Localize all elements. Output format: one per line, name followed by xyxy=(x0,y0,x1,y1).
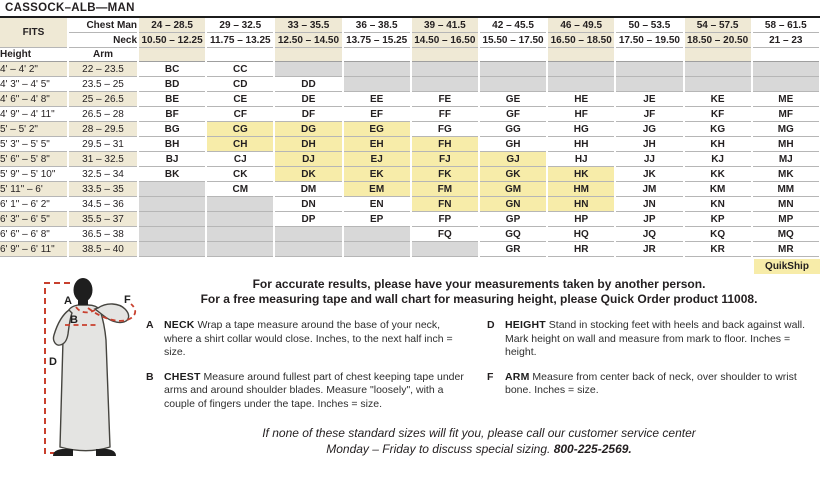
size-code-cell: BD xyxy=(138,77,206,92)
size-code-cell: MN xyxy=(752,197,820,212)
neck-range-cell: 13.75 – 15.25 xyxy=(343,33,411,48)
arm-range-cell: 34.5 – 36 xyxy=(68,197,138,212)
size-unavailable-cell xyxy=(343,62,411,77)
size-code-cell: BH xyxy=(138,137,206,152)
neck-label: Neck xyxy=(68,33,138,48)
size-code-cell: GF xyxy=(479,107,547,122)
chest-range-cell: 29 – 32.5 xyxy=(206,18,274,33)
page-title: CASSOCK–ALB—MAN xyxy=(0,0,820,18)
size-row xyxy=(0,62,820,77)
size-code-cell: HJ xyxy=(547,152,615,167)
definition-item xyxy=(487,319,812,360)
size-code-cell: KM xyxy=(684,182,752,197)
arm-range-cell: 31 – 32.5 xyxy=(68,152,138,167)
size-code-cell: DE xyxy=(274,92,342,107)
size-code-cell-quikship: FJ xyxy=(411,152,479,167)
height-range-cell: 5' 6" – 5' 8" xyxy=(0,152,68,167)
size-unavailable-cell xyxy=(274,242,342,257)
cassock-illustration xyxy=(6,277,144,473)
chest-range-cell: 33 – 35.5 xyxy=(274,18,342,33)
size-code-cell: FG xyxy=(411,122,479,137)
size-unavailable-cell xyxy=(274,227,342,242)
neck-range-cell: 21 – 23 xyxy=(752,33,820,48)
size-unavailable-cell xyxy=(479,77,547,92)
size-code-cell: KH xyxy=(684,137,752,152)
size-code-cell-quikship: EM xyxy=(343,182,411,197)
definition-term: NECK xyxy=(164,319,195,331)
height-range-cell: 6' 3" – 6' 5" xyxy=(0,212,68,227)
size-code-cell-quikship: FH xyxy=(411,137,479,152)
size-code-cell: CK xyxy=(206,167,274,182)
size-code-cell: MK xyxy=(752,167,820,182)
size-row xyxy=(0,92,820,107)
size-unavailable-cell xyxy=(411,242,479,257)
quikship-badge: QuikShip xyxy=(754,259,820,274)
size-unavailable-cell xyxy=(752,77,820,92)
size-row xyxy=(0,167,820,182)
figure-label-a: A xyxy=(64,295,72,307)
size-code-cell: DN xyxy=(274,197,342,212)
size-code-cell-quikship: EK xyxy=(343,167,411,182)
definition-term: HEIGHT xyxy=(505,319,546,331)
size-code-cell-quikship: GN xyxy=(479,197,547,212)
definitions-column-left xyxy=(146,319,471,422)
header-spacer-cell xyxy=(411,48,479,62)
size-code-cell: BF xyxy=(138,107,206,122)
instructions-section xyxy=(0,277,820,473)
intro-line-1: For accurate results, please have your measurements taken by another person. xyxy=(252,277,706,291)
size-row xyxy=(0,212,820,227)
header-spacer-cell xyxy=(547,48,615,62)
size-code-cell: JM xyxy=(615,182,683,197)
quikship-row xyxy=(0,259,820,274)
size-code-cell-quikship: GM xyxy=(479,182,547,197)
size-code-cell: HE xyxy=(547,92,615,107)
size-row xyxy=(0,77,820,92)
definition-letter: A xyxy=(146,319,154,331)
neck-range-cell: 14.50 – 16.50 xyxy=(411,33,479,48)
size-code-cell-quikship: EH xyxy=(343,137,411,152)
definition-text: CHEST Measure around fullest part of chest keeping tape under arms and around shoulder blades. Measure "loosely", with a couple of fingers under the tape. Inches = size. xyxy=(164,370,464,410)
height-range-cell: 5' 9" – 5' 10" xyxy=(0,167,68,182)
definition-text: HEIGHT Stand in stocking feet with heels and back against wall. Mark height on wall and measure from mark to floor. Inches = height. xyxy=(505,319,806,358)
size-code-cell: MJ xyxy=(752,152,820,167)
size-code-cell-quikship: GJ xyxy=(479,152,547,167)
size-code-cell: JE xyxy=(615,92,683,107)
definition-letter: D xyxy=(487,319,495,331)
size-code-cell-quikship: DK xyxy=(274,167,342,182)
size-code-cell: ME xyxy=(752,92,820,107)
chest-man-label: Chest Man xyxy=(68,18,138,33)
size-code-cell: DD xyxy=(274,77,342,92)
size-row xyxy=(0,227,820,242)
neck-range-cell: 15.50 – 17.50 xyxy=(479,33,547,48)
size-code-cell-quikship: CG xyxy=(206,122,274,137)
size-code-cell: HH xyxy=(547,137,615,152)
size-code-cell: CC xyxy=(206,62,274,77)
size-unavailable-cell xyxy=(206,242,274,257)
size-unavailable-cell xyxy=(138,227,206,242)
size-code-cell: MP xyxy=(752,212,820,227)
arm-range-cell: 23.5 – 25 xyxy=(68,77,138,92)
size-code-cell: JK xyxy=(615,167,683,182)
height-range-cell: 4' 9" – 4' 11" xyxy=(0,107,68,122)
size-unavailable-cell xyxy=(684,62,752,77)
size-code-cell: DM xyxy=(274,182,342,197)
size-code-cell: MG xyxy=(752,122,820,137)
size-code-cell: FQ xyxy=(411,227,479,242)
size-unavailable-cell xyxy=(684,77,752,92)
chest-range-cell: 46 – 49.5 xyxy=(547,18,615,33)
arm-range-cell: 33.5 – 35 xyxy=(68,182,138,197)
size-unavailable-cell xyxy=(343,242,411,257)
size-chart-table xyxy=(0,18,820,257)
size-code-cell: KQ xyxy=(684,227,752,242)
size-unavailable-cell xyxy=(206,227,274,242)
figure-head xyxy=(74,278,93,302)
size-code-cell: EE xyxy=(343,92,411,107)
header-spacer-cell xyxy=(206,48,274,62)
size-row xyxy=(0,152,820,167)
size-unavailable-cell xyxy=(138,212,206,227)
size-unavailable-cell xyxy=(343,227,411,242)
size-code-cell: KR xyxy=(684,242,752,257)
size-code-cell: BE xyxy=(138,92,206,107)
size-code-cell: CF xyxy=(206,107,274,122)
size-code-cell: KF xyxy=(684,107,752,122)
size-code-cell-quikship: DH xyxy=(274,137,342,152)
size-code-cell: JJ xyxy=(615,152,683,167)
chest-range-cell: 50 – 53.5 xyxy=(615,18,683,33)
customer-service-phone: 800-225-2569. xyxy=(553,441,632,456)
arm-range-cell: 35.5 – 37 xyxy=(68,212,138,227)
size-code-cell: GQ xyxy=(479,227,547,242)
size-unavailable-cell xyxy=(547,77,615,92)
size-code-cell: HF xyxy=(547,107,615,122)
cassock-measurement-figure xyxy=(6,277,144,473)
size-code-cell: KG xyxy=(684,122,752,137)
size-code-cell: MH xyxy=(752,137,820,152)
header-spacer-cell xyxy=(138,48,206,62)
arm-range-cell: 26.5 – 28 xyxy=(68,107,138,122)
size-code-cell: HQ xyxy=(547,227,615,242)
neck-range-cell: 16.50 – 18.50 xyxy=(547,33,615,48)
height-range-cell: 5' 11" – 6' xyxy=(0,182,68,197)
size-unavailable-cell xyxy=(615,62,683,77)
arm-range-cell: 25 – 26.5 xyxy=(68,92,138,107)
chest-range-cell: 42 – 45.5 xyxy=(479,18,547,33)
header-spacer-cell xyxy=(479,48,547,62)
height-arm-header-row xyxy=(0,48,820,62)
size-row xyxy=(0,197,820,212)
neck-header-row xyxy=(0,33,820,48)
figure-label-f: F xyxy=(124,294,131,306)
size-code-cell: HR xyxy=(547,242,615,257)
definition-term: ARM xyxy=(505,370,530,383)
size-code-cell: JH xyxy=(615,137,683,152)
size-unavailable-cell xyxy=(547,62,615,77)
size-code-cell: CJ xyxy=(206,152,274,167)
size-code-cell: JN xyxy=(615,197,683,212)
size-code-cell: GH xyxy=(479,137,547,152)
fits-label: FITS xyxy=(0,18,68,48)
size-code-cell: CM xyxy=(206,182,274,197)
neck-range-cell: 17.50 – 19.50 xyxy=(615,33,683,48)
chest-range-cell: 39 – 41.5 xyxy=(411,18,479,33)
size-code-cell: KE xyxy=(684,92,752,107)
size-code-cell: CD xyxy=(206,77,274,92)
size-unavailable-cell xyxy=(206,197,274,212)
footer-line-2: Monday – Friday to discuss special sizing. 800-225-2569. xyxy=(326,441,632,456)
height-range-cell: 6' 1" – 6' 2" xyxy=(0,197,68,212)
size-code-cell: BC xyxy=(138,62,206,77)
size-code-cell: GR xyxy=(479,242,547,257)
size-code-cell: JP xyxy=(615,212,683,227)
size-code-cell: MM xyxy=(752,182,820,197)
size-code-cell-quikship: FM xyxy=(411,182,479,197)
definition-term: CHEST xyxy=(164,370,201,383)
height-range-cell: 6' 6" – 6' 8" xyxy=(0,227,68,242)
size-unavailable-cell xyxy=(138,242,206,257)
definition-text: ARM Measure from center back of neck, over shoulder to wrist bone. Inches = size. xyxy=(505,370,797,396)
measurement-definitions xyxy=(146,319,812,422)
size-code-cell: FF xyxy=(411,107,479,122)
size-unavailable-cell xyxy=(752,62,820,77)
size-code-cell: GE xyxy=(479,92,547,107)
size-code-cell: EF xyxy=(343,107,411,122)
size-code-cell-quikship: HM xyxy=(547,182,615,197)
arm-range-cell: 29.5 – 31 xyxy=(68,137,138,152)
size-row xyxy=(0,137,820,152)
size-row xyxy=(0,182,820,197)
neck-range-cell: 10.50 – 12.25 xyxy=(138,33,206,48)
size-code-cell: HG xyxy=(547,122,615,137)
size-code-cell: FP xyxy=(411,212,479,227)
chest-range-cell: 36 – 38.5 xyxy=(343,18,411,33)
footer-line-1: If none of these standard sizes will fit you, please call our customer service center xyxy=(262,426,696,440)
size-code-cell: JF xyxy=(615,107,683,122)
size-code-cell-quikship: FN xyxy=(411,197,479,212)
arm-range-cell: 38.5 – 40 xyxy=(68,242,138,257)
size-unavailable-cell xyxy=(343,77,411,92)
size-unavailable-cell xyxy=(479,62,547,77)
arm-range-cell: 28 – 29.5 xyxy=(68,122,138,137)
size-code-cell: GP xyxy=(479,212,547,227)
size-code-cell-quikship: CH xyxy=(206,137,274,152)
height-range-cell: 5' – 5' 2" xyxy=(0,122,68,137)
size-code-cell: CE xyxy=(206,92,274,107)
size-code-cell: JR xyxy=(615,242,683,257)
size-code-cell: FE xyxy=(411,92,479,107)
size-unavailable-cell xyxy=(615,77,683,92)
arm-range-cell: 32.5 – 34 xyxy=(68,167,138,182)
definition-item xyxy=(146,371,471,412)
size-unavailable-cell xyxy=(411,77,479,92)
size-code-cell: HP xyxy=(547,212,615,227)
size-code-cell: KJ xyxy=(684,152,752,167)
arm-range-cell: 22 – 23.5 xyxy=(68,62,138,77)
height-range-cell: 5' 3" – 5' 5" xyxy=(0,137,68,152)
chest-header-row xyxy=(0,18,820,33)
size-row xyxy=(0,122,820,137)
size-code-cell: GG xyxy=(479,122,547,137)
chest-range-cell: 24 – 28.5 xyxy=(138,18,206,33)
size-unavailable-cell xyxy=(411,62,479,77)
intro-line-2: For a free measuring tape and wall chart for measuring height, please Quick Order product 11008. xyxy=(200,292,758,306)
chest-range-cell: 54 – 57.5 xyxy=(684,18,752,33)
size-code-cell: KK xyxy=(684,167,752,182)
size-code-cell: MF xyxy=(752,107,820,122)
size-row xyxy=(0,242,820,257)
size-code-cell: DP xyxy=(274,212,342,227)
size-code-cell-quikship: DG xyxy=(274,122,342,137)
size-code-cell: KP xyxy=(684,212,752,227)
size-unavailable-cell xyxy=(206,212,274,227)
header-spacer-cell xyxy=(615,48,683,62)
definition-letter: F xyxy=(487,370,494,383)
size-code-cell: MR xyxy=(752,242,820,257)
definition-item xyxy=(146,319,471,360)
figure-right-foot xyxy=(96,449,116,456)
footer-note xyxy=(146,426,812,457)
size-code-cell-quikship: EJ xyxy=(343,152,411,167)
size-code-cell: MQ xyxy=(752,227,820,242)
size-code-cell: DF xyxy=(274,107,342,122)
size-code-cell: JQ xyxy=(615,227,683,242)
figure-label-b: B xyxy=(70,314,78,326)
size-code-cell: EN xyxy=(343,197,411,212)
size-code-cell-quikship: DJ xyxy=(274,152,342,167)
size-code-cell-quikship: FK xyxy=(411,167,479,182)
header-spacer-cell xyxy=(274,48,342,62)
height-range-cell: 6' 9" – 6' 11" xyxy=(0,242,68,257)
header-spacer-cell xyxy=(752,48,820,62)
size-code-cell: BG xyxy=(138,122,206,137)
height-range-cell: 4' 6" – 4' 8" xyxy=(0,92,68,107)
header-spacer-cell xyxy=(684,48,752,62)
size-code-cell-quikship: EG xyxy=(343,122,411,137)
size-unavailable-cell xyxy=(138,182,206,197)
neck-range-cell: 18.50 – 20.50 xyxy=(684,33,752,48)
size-code-cell: EP xyxy=(343,212,411,227)
neck-range-cell: 12.50 – 14.50 xyxy=(274,33,342,48)
size-code-cell-quikship: HK xyxy=(547,167,615,182)
size-code-cell-quikship: GK xyxy=(479,167,547,182)
size-unavailable-cell xyxy=(138,197,206,212)
size-code-cell-quikship: HN xyxy=(547,197,615,212)
definition-text: NECK Wrap a tape measure around the base of your neck, where a shirt collar would close. Inches, to the next half inch = size. xyxy=(164,319,453,358)
chest-range-cell: 58 – 61.5 xyxy=(752,18,820,33)
size-code-cell: BJ xyxy=(138,152,206,167)
definition-letter: B xyxy=(146,370,154,383)
figure-label-d: D xyxy=(49,356,57,368)
height-range-cell: 4' – 4' 2" xyxy=(0,62,68,77)
figure-left-foot xyxy=(53,449,73,456)
size-code-cell: BK xyxy=(138,167,206,182)
header-spacer-cell xyxy=(343,48,411,62)
definitions-column-right xyxy=(487,319,812,422)
height-column-label: Height xyxy=(0,48,68,62)
height-range-cell: 4' 3" – 4' 5" xyxy=(0,77,68,92)
arm-range-cell: 36.5 – 38 xyxy=(68,227,138,242)
size-code-cell: JG xyxy=(615,122,683,137)
size-code-cell: KN xyxy=(684,197,752,212)
intro-text xyxy=(146,277,812,307)
neck-range-cell: 11.75 – 13.25 xyxy=(206,33,274,48)
arm-column-label: Arm xyxy=(68,48,138,62)
size-unavailable-cell xyxy=(274,62,342,77)
size-row xyxy=(0,107,820,122)
definition-item xyxy=(487,371,812,398)
